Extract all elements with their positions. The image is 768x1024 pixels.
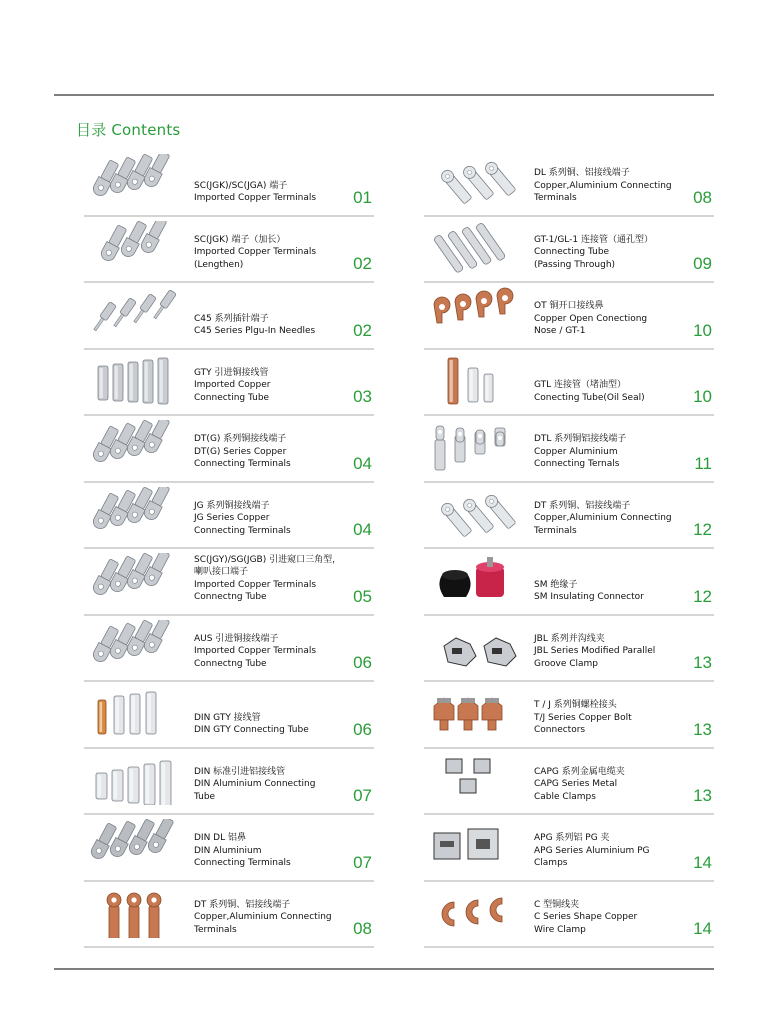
entry-title-line: Clamps <box>534 858 568 868</box>
entry-title <box>194 500 344 538</box>
pg-clamp-icon <box>424 819 528 871</box>
entry-title-line: Copper,Aluminium Connecting <box>194 912 332 922</box>
top-rule <box>54 94 714 96</box>
entry-title-line: JBL Series Modified Parallel <box>534 646 656 656</box>
contents-entry[interactable] <box>84 217 374 284</box>
page-number: 07 <box>353 786 372 805</box>
entry-title <box>194 766 344 804</box>
page-number: 06 <box>353 653 372 672</box>
entry-title <box>194 633 344 671</box>
entry-title <box>194 367 344 405</box>
entry-title-line: Terminals <box>194 924 237 935</box>
page-number: 14 <box>693 919 712 938</box>
page-number: 08 <box>353 919 372 938</box>
contents-entry[interactable] <box>84 815 374 882</box>
entry-title <box>194 899 344 937</box>
page-number: 13 <box>693 719 712 739</box>
insulator-icon <box>424 553 528 605</box>
flat-lugs-icon <box>424 487 528 539</box>
page-number: 07 <box>353 852 372 872</box>
entry-title-line: Imported Copper Terminals <box>194 579 317 590</box>
contents-entry[interactable] <box>84 483 374 550</box>
entry-title <box>194 554 344 604</box>
entry-title-line: DIN DL 铝鼻 <box>194 833 246 843</box>
entry-title <box>194 712 344 737</box>
contents-entry[interactable] <box>424 749 714 816</box>
entry-title <box>534 899 684 937</box>
bottom-rule <box>54 968 714 970</box>
entry-title-line: C 型铜线夹 <box>534 899 580 910</box>
copper-tubes-icon <box>84 686 188 738</box>
entry-title-line: DT(G) 系列铜接线端子 <box>194 434 287 444</box>
contents-entry[interactable] <box>424 549 714 616</box>
entry-title-line: C45 Series Plgu-In Needles <box>194 326 316 336</box>
contents-entry[interactable] <box>424 616 714 683</box>
entry-title <box>534 500 684 538</box>
silver-tubes-icon <box>84 354 188 406</box>
pin-terminals-icon <box>84 287 188 339</box>
entry-title-line: GTL 连接管（堵油型） <box>534 380 627 390</box>
open-nose-icon <box>424 287 528 339</box>
entry-title-line: DL 系列铜、铝接线端子 <box>534 168 630 178</box>
page-number: 02 <box>353 320 372 340</box>
entry-title-line: DIN 标准引进铝接线管 <box>194 766 286 777</box>
contents-entry[interactable] <box>424 283 714 350</box>
contents-entry[interactable] <box>84 549 374 616</box>
entry-title-line: AUS 引进铜接线端子 <box>194 633 279 644</box>
silver-lugs-icon <box>84 154 188 206</box>
silver-lugs-icon <box>84 620 188 672</box>
entry-title-line: JBL 系列并沟线夹 <box>534 633 605 644</box>
entry-title-line: Imported Copper Terminals <box>194 193 317 203</box>
entry-title-line: JG 系列铜接线端子 <box>194 500 270 511</box>
contents-entry[interactable] <box>424 815 714 882</box>
contents-heading: 目录 Contents <box>76 121 181 139</box>
entry-title-line: SC(JGK)/SC(JGA) 端子 <box>194 180 288 191</box>
entry-title-line: Conecting Tube(Oil Seal) <box>534 392 645 403</box>
entry-title-line: Terminals <box>534 193 577 203</box>
entry-title <box>534 766 684 804</box>
entry-title <box>534 167 684 205</box>
entry-title-line: Connecting Terminals <box>194 459 291 469</box>
page-number: 04 <box>353 453 372 473</box>
entry-title-line: T / J 系列铜螺栓接头 <box>534 700 617 710</box>
entry-title-line: Cable Clamps <box>534 791 596 802</box>
entry-title-line: GT-1/GL-1 连接管（通孔型） <box>534 234 653 245</box>
entry-title-line: DT 系列铜、铝接线端子 <box>534 500 631 511</box>
page-number: 10 <box>693 387 712 406</box>
entry-title-line: Copper,Aluminium Connecting <box>534 180 672 191</box>
entry-title-line: SM 绝缘子 <box>534 579 578 590</box>
entry-title <box>534 234 684 272</box>
oil-seal-tubes-icon <box>424 354 528 406</box>
entry-title-line: Nose / GT-1 <box>534 326 586 336</box>
entry-title <box>534 379 684 404</box>
contents-entry[interactable] <box>84 682 374 749</box>
entry-title <box>194 313 344 338</box>
entry-title <box>194 234 344 272</box>
contents-right-column <box>424 150 714 948</box>
entry-title-line: JG Series Copper <box>194 513 270 523</box>
entry-title-line: DIN GTY 接线管 <box>194 712 261 723</box>
entry-title-line: Copper,Aluminium Connecting <box>534 513 672 523</box>
page-number: 11 <box>694 453 712 473</box>
page-number: 12 <box>693 520 712 539</box>
page-number: 13 <box>693 786 712 805</box>
aluminium-tubes-icon <box>84 753 188 805</box>
entry-title-line: DTL 系列铜铝接线端子 <box>534 434 627 444</box>
entry-title-line: Wire Clamp <box>534 924 586 935</box>
entry-title-line: DIN Aluminium Connecting <box>194 779 316 789</box>
entry-title-line: Imported Copper Terminals <box>194 247 317 257</box>
entry-title-line: OT 铜开口接线鼻 <box>534 301 604 311</box>
aluminium-lugs-icon <box>84 819 188 871</box>
entry-title-line: GTY 引进铜接线管 <box>194 367 269 378</box>
contents-entry[interactable] <box>424 682 714 749</box>
dtl-lugs-icon <box>424 420 528 472</box>
page-number: 10 <box>693 320 712 340</box>
contents-entry[interactable] <box>84 283 374 350</box>
contents-entry[interactable] <box>424 483 714 550</box>
silver-lugs-icon <box>84 487 188 539</box>
silver-long-lugs-icon <box>84 221 188 273</box>
entry-title-line: Connecting Tube <box>194 392 270 403</box>
page-number: 04 <box>353 520 372 539</box>
page-number: 14 <box>693 852 712 872</box>
entry-title <box>194 832 344 870</box>
entry-title-line: Copper Open Conectiong <box>534 313 648 324</box>
entry-title-line: Terminals <box>534 525 577 536</box>
contents-entry[interactable] <box>424 416 714 483</box>
entry-title-line: (Lengthen) <box>194 259 244 270</box>
entry-title-line: Connectng Tube <box>194 658 267 669</box>
page-number: 06 <box>353 719 372 739</box>
bimetal-lugs-icon <box>84 886 188 938</box>
entry-title <box>534 832 684 870</box>
entry-title-line: DIN GTY Connecting Tube <box>194 725 309 735</box>
entry-title <box>194 180 344 205</box>
entry-title-line: DT(G) Series Copper <box>194 446 287 457</box>
contents-entry[interactable] <box>424 150 714 217</box>
entry-title <box>534 433 684 471</box>
entry-separator <box>84 946 374 948</box>
contents-entry[interactable] <box>84 416 374 483</box>
long-tubes-icon <box>424 221 528 273</box>
entry-title <box>534 579 684 604</box>
entry-separator <box>424 946 714 948</box>
entry-title-line: CAPG 系列金属电缆夹 <box>534 766 625 777</box>
entry-title-line: Copper Aluminium <box>534 446 618 457</box>
entry-title-line: SM Insulating Connector <box>534 592 644 602</box>
entry-title-line: Connecting Tube <box>534 247 610 257</box>
entry-title-line: Connecting Terminals <box>194 858 291 868</box>
entry-title-line: Connectors <box>534 725 586 735</box>
page-number: 09 <box>693 254 712 273</box>
entry-title-line: APG 系列铝 PG 夹 <box>534 833 610 843</box>
contents-entry[interactable] <box>84 882 374 949</box>
entry-title <box>194 433 344 471</box>
entry-title-line: SC(JGY)/SG(JGB) 引进窥口三角型， <box>194 554 342 565</box>
entry-title-line: DIN Aluminium <box>194 845 262 856</box>
entry-title <box>534 300 684 338</box>
entry-title-line: (Passing Through) <box>534 259 616 270</box>
page-number: 02 <box>353 254 372 273</box>
contents-left-column <box>84 150 374 948</box>
contents-entry[interactable] <box>84 616 374 683</box>
entry-title-line: Imported Copper <box>194 380 271 390</box>
contents-entry[interactable] <box>424 217 714 284</box>
entry-title-line: Connecting Terminals <box>194 525 291 536</box>
entry-title-line: CAPG Series Metal <box>534 779 618 789</box>
bolt-connector-icon <box>424 686 528 738</box>
entry-title <box>534 633 684 671</box>
entry-title-line: T/J Series Copper Bolt <box>534 712 632 723</box>
silver-lugs-icon <box>84 553 188 605</box>
page-number: 08 <box>693 187 712 207</box>
entry-title-line: Groove Clamp <box>534 658 598 669</box>
silver-lugs-icon <box>84 420 188 472</box>
page-number: 12 <box>693 586 712 606</box>
entry-title-line: C45 系列插针端子 <box>194 313 269 324</box>
entry-title-line: 喇叭接口端子 <box>194 567 249 577</box>
entry-title-line: Imported Copper Terminals <box>194 646 317 656</box>
page-number: 01 <box>353 187 372 207</box>
entry-title-line: Tube <box>194 791 216 802</box>
contents-entry[interactable] <box>424 882 714 949</box>
entry-title-line: C Series Shape Copper <box>534 912 638 922</box>
contents-entry[interactable] <box>84 150 374 217</box>
entry-title <box>534 699 684 737</box>
groove-clamp-icon <box>424 620 528 672</box>
page-number: 13 <box>693 653 712 672</box>
contents-entry[interactable] <box>424 350 714 417</box>
c-clamp-icon <box>424 886 528 938</box>
entry-title-line: Connectng Tube <box>194 592 267 602</box>
page-number: 03 <box>353 387 372 406</box>
page-number: 05 <box>353 586 372 606</box>
entry-title-line: SC(JGK) 端子（加长） <box>194 234 286 245</box>
entry-title-line: DT 系列铜、铝接线端子 <box>194 899 291 910</box>
entry-title-line: Connecting Ternals <box>534 459 620 469</box>
contents-entry[interactable] <box>84 350 374 417</box>
flat-lugs-icon <box>424 154 528 206</box>
cable-clamp-icon <box>424 753 528 805</box>
contents-entry[interactable] <box>84 749 374 816</box>
entry-title-line: APG Series Aluminium PG <box>534 845 650 856</box>
